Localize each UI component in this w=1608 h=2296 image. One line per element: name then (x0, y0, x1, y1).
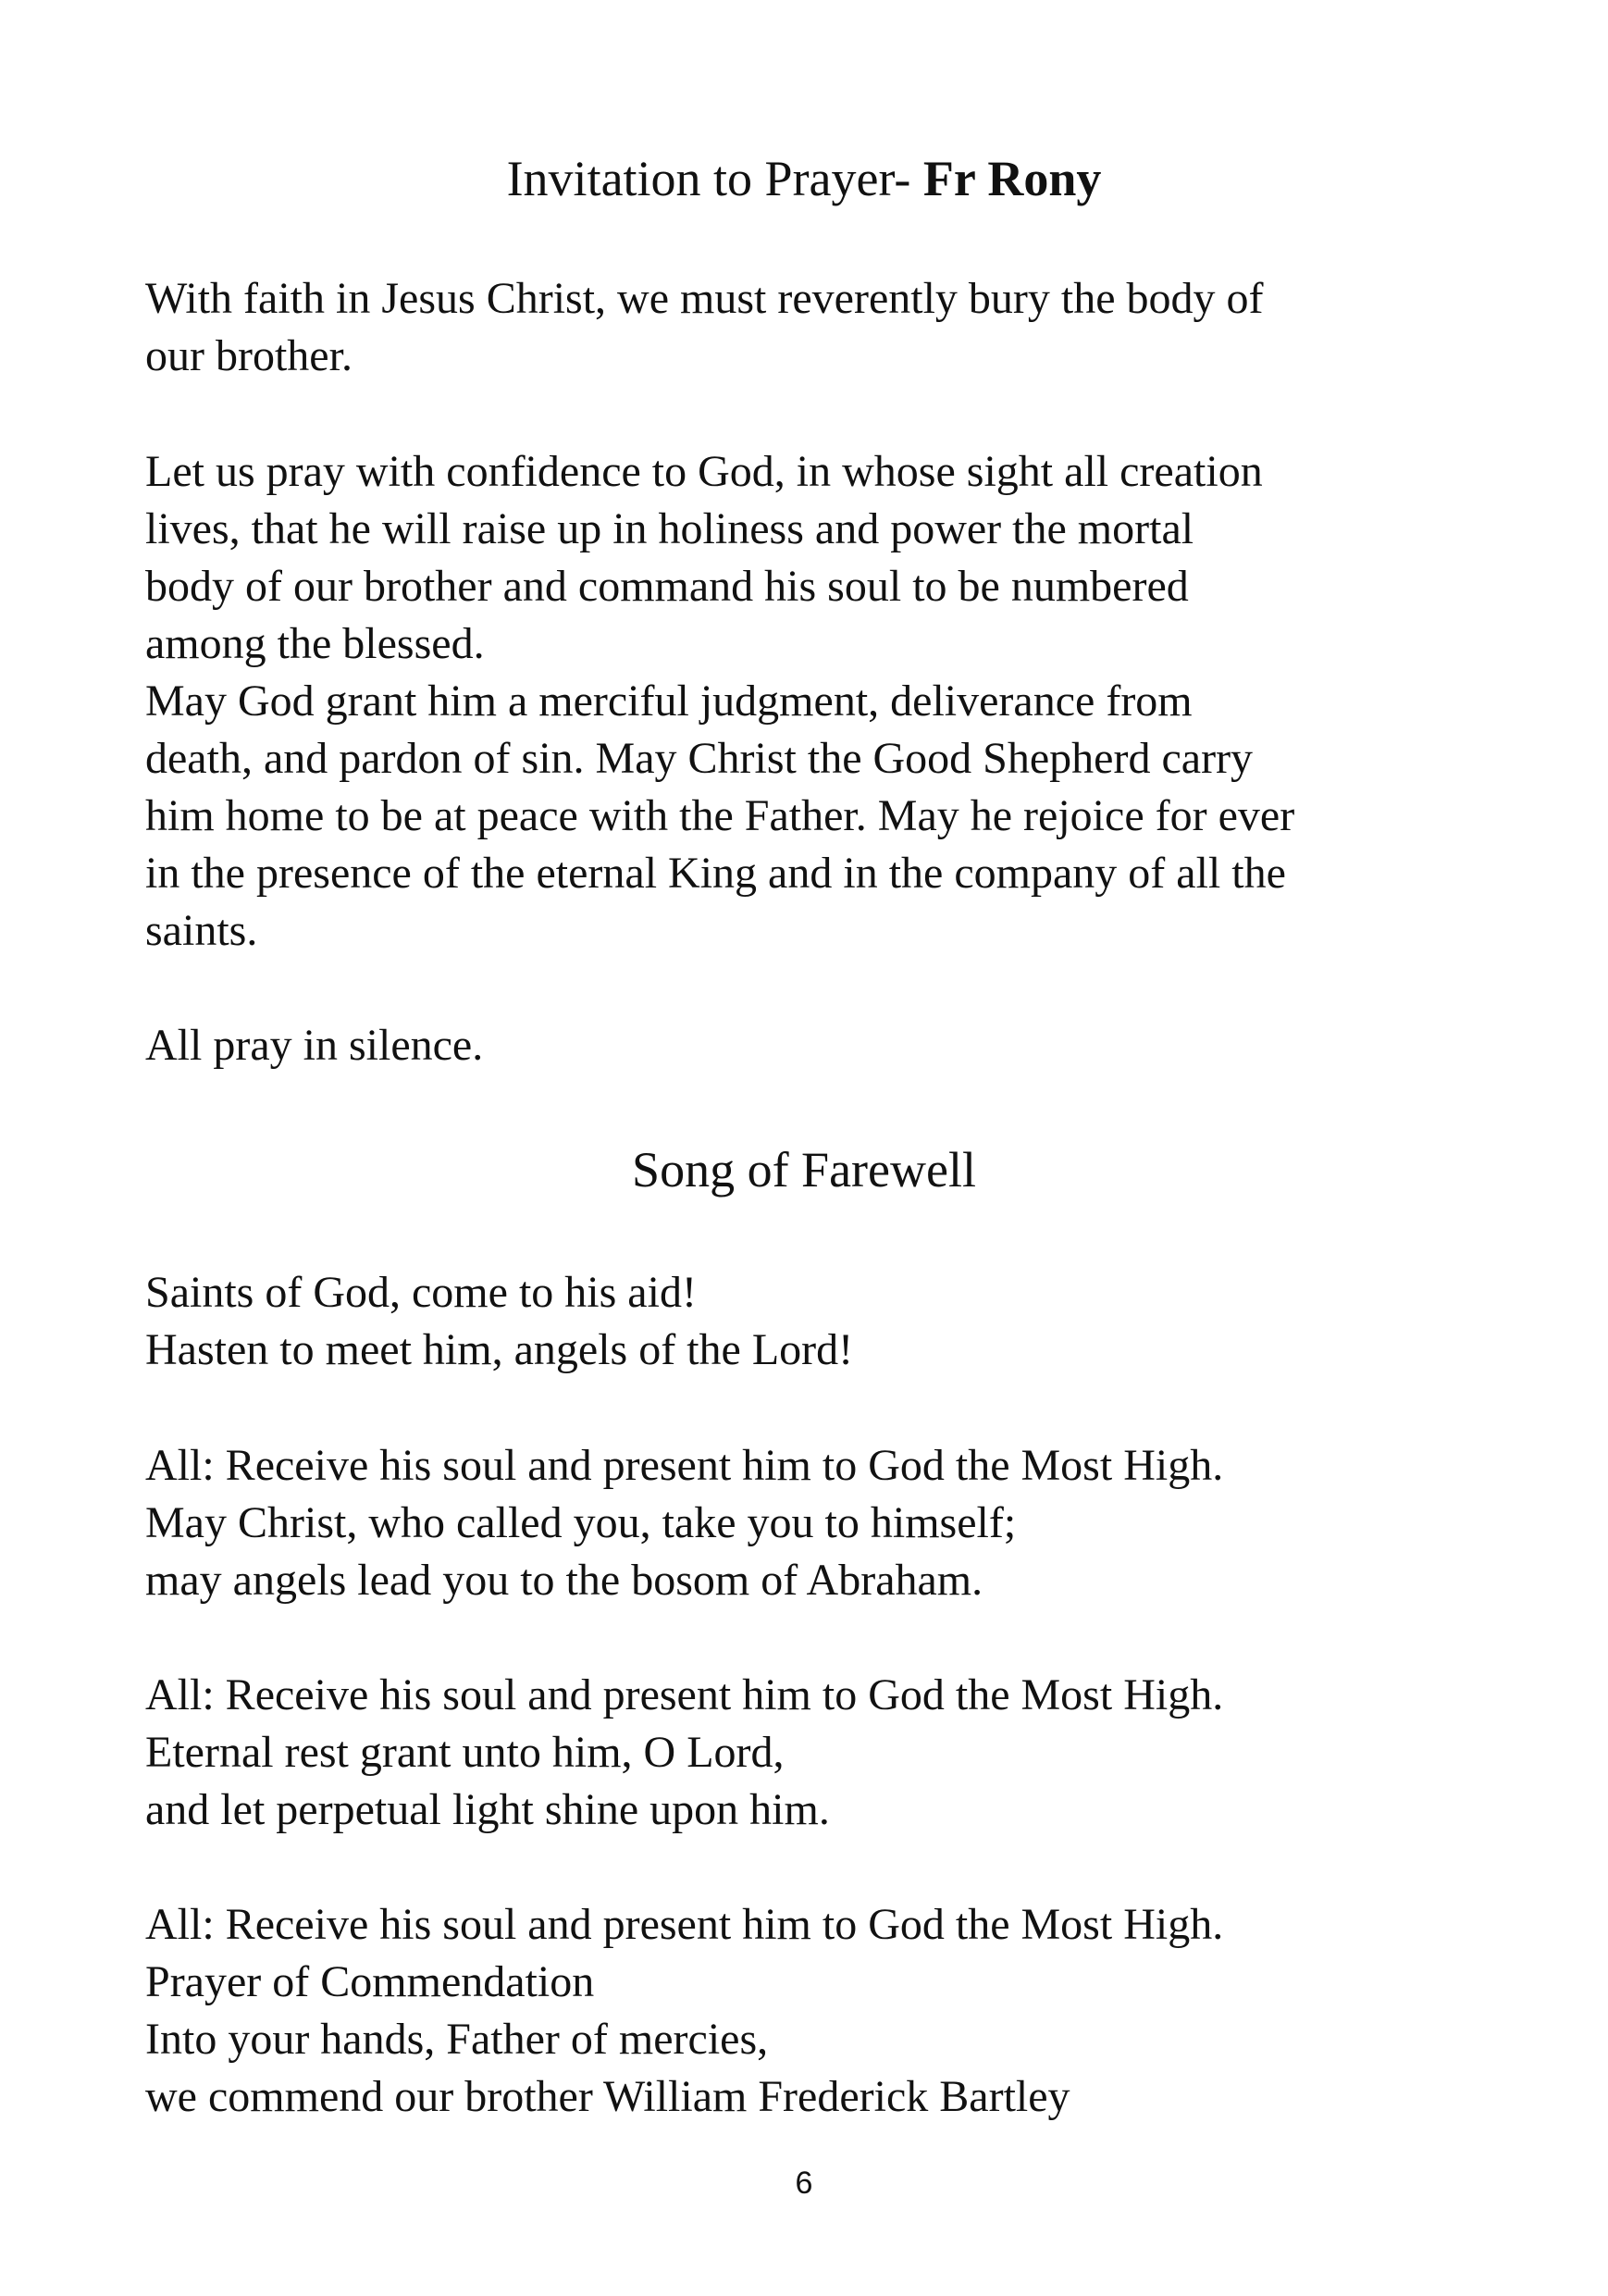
invitation-heading (0, 150, 1608, 207)
verse-line: Eternal rest grant unto him, O Lord, (145, 1728, 785, 1777)
verse-line: and let perpetual light shine upon him. (145, 1785, 830, 1834)
paragraph-line: lives, that he will raise up in holiness and power the mortal (145, 504, 1194, 553)
verse-line: Hasten to meet him, angels of the Lord! (145, 1325, 854, 1374)
verse-line: we commend our brother William Frederick Bartley (145, 2072, 1070, 2121)
response-line: All: Receive his soul and present him to God the Most High. (145, 1900, 1224, 1949)
paragraph-line: saints. (145, 906, 258, 955)
song-of-farewell-heading: Song of Farewell (632, 1142, 976, 1198)
paragraph-line: With faith in Jesus Christ, we must reverently bury the body of (145, 274, 1264, 323)
paragraph-line: our brother. (145, 331, 353, 380)
verse-line: May Christ, who called you, take you to himself; (145, 1498, 1017, 1547)
rubric-line: All pray in silence. (145, 1021, 484, 1070)
paragraph-line: among the blessed. (145, 619, 485, 668)
paragraph-line: body of our brother and command his soul to be numbered (145, 562, 1189, 611)
response-line: All: Receive his soul and present him to God the Most High. (145, 1441, 1224, 1490)
verse-line: may angels lead you to the bosom of Abraham. (145, 1556, 983, 1605)
paragraph-line: May God grant him a merciful judgment, deliverance from (145, 676, 1193, 726)
commendation-title-line: Prayer of Commendation (145, 1957, 595, 2006)
verse-line: Into your hands, Father of mercies, (145, 2015, 769, 2064)
verse-line: Saints of God, come to his aid! (145, 1268, 697, 1317)
paragraph-line: him home to be at peace with the Father. May he rejoice for ever (145, 791, 1295, 840)
officiant-name: Fr Rony (922, 151, 1102, 206)
paragraph-line: in the presence of the eternal King and in the company of all the (145, 849, 1286, 898)
page-number: 6 (795, 2166, 813, 2201)
invitation-heading-text: Invitation to Prayer- (506, 151, 911, 206)
paragraph-line: death, and pardon of sin. May Christ the Good Shepherd carry (145, 734, 1254, 783)
response-line: All: Receive his soul and present him to God the Most High. (145, 1670, 1224, 1719)
paragraph-line: Let us pray with confidence to God, in whose sight all creation (145, 447, 1263, 496)
